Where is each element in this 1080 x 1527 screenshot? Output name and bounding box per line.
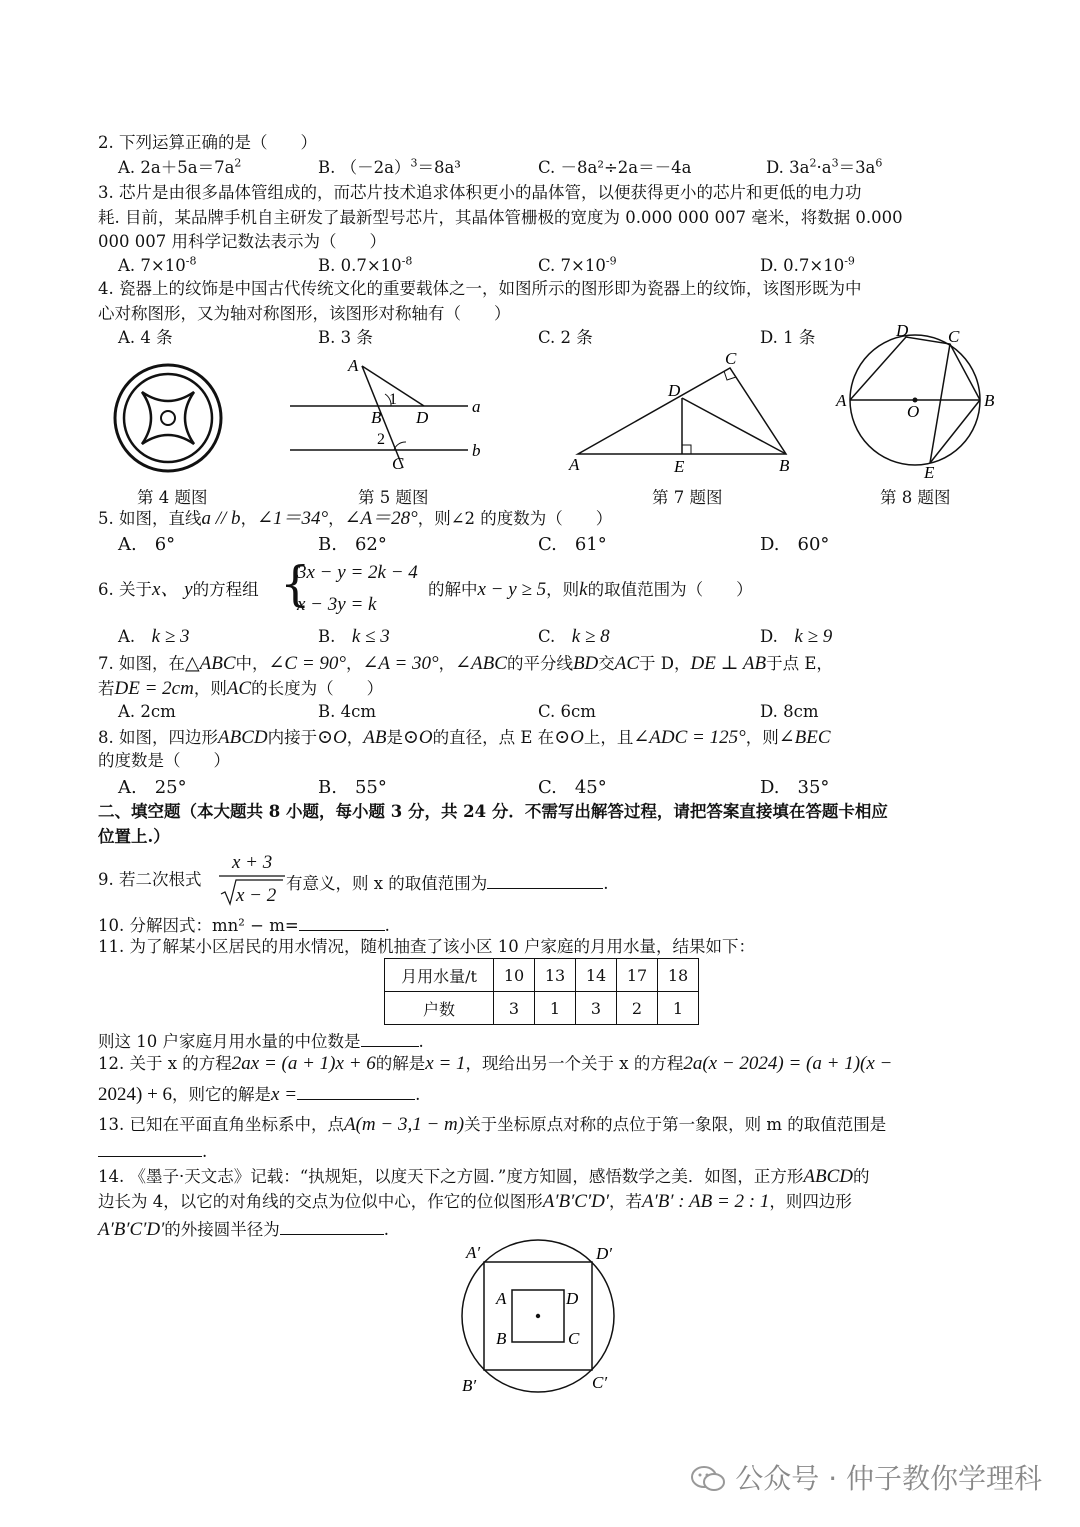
q6-eq2: x − 3y = k [297,594,377,615]
q2-option-d: D. $3a^2\cdot a^3=3a^6$ [766,156,883,177]
q2-option-a: A. $2a+5a=7a^2$ [118,156,242,177]
q14-answer-blank[interactable] [280,1218,384,1235]
fig14-label-d: D [566,1289,579,1308]
q8-line1: 8. 如图，四边形ABCD内接于⊙O，AB是⊙O的直径，点 E 在⊙O上，且∠ADC = 125°，则∠BEC [98,727,831,748]
fig5-line-a: a [472,397,481,416]
q6-eq1: 3x − y = 2k − 4 [297,562,418,583]
q6-option-d: D. k ≥ 9 [760,626,833,647]
figure-4-caption: 第 4 题图 [137,488,208,507]
fig8-label-b: B [984,391,995,410]
fig14-label-b: B [496,1329,507,1348]
section2-heading-line1: 二、填空题（本大题共 8 小题，每小题 3 分，共 24 分．不需写出解答过程，请把答案直接填在答题卡相应 [98,802,888,821]
q13-answer-blank[interactable] [98,1140,202,1157]
table-cell: 1 [658,992,699,1025]
table-cell: 10 [494,959,535,992]
fig8-label-o: O [907,402,920,421]
fig8-label-d: D [896,321,909,340]
watermark [691,1457,1042,1497]
table-cell: 3 [576,992,617,1025]
fig14-label-c1: C′ [592,1373,608,1392]
table-cell: 18 [658,959,699,992]
fig7-label-e: E [674,457,685,476]
q6-option-a: A. k ≥ 3 [118,626,190,647]
q11-after: 则这 10 户家庭月用水量的中位数是 . [98,1032,424,1051]
q8-option-c: C. 45° [538,777,607,798]
fig8-label-c: C [948,327,960,346]
q5-stem: 5. 如图，直线a // b，∠1＝34°，∠A＝28°，则∠2 的度数为（ ） [98,508,613,529]
q4-option-c: C. 2 条 [538,328,593,347]
figure-7-caption: 第 7 题图 [652,488,723,507]
fig14-label-d1: D′ [596,1244,612,1263]
q5-option-d: D. 60° [760,534,830,555]
q7-option-d: D. 8cm [760,702,819,721]
fig5-line-b: b [472,441,481,460]
q7-option-b: B. 4cm [318,702,376,721]
q3-line1: 3. 芯片是由很多晶体管组成的，而芯片技术追求体积更小的晶体管，以便获得更小的芯片和更低的电力功 [98,183,862,202]
q3-option-d: D. $0.7\times 10^{-9}$ [760,254,855,275]
q10-answer-blank[interactable] [299,914,385,931]
fig7-label-d: D [668,381,681,400]
q8-line2: 的度数是（ ） [98,751,230,770]
q14-line1: 14. 《墨子·天文志》记载：“执规矩，以度天下之方圆．”度方知圆，感悟数学之美．如图，正方形ABCD的 [98,1166,870,1187]
fig5-label-d: D [416,408,429,427]
q7-option-c: C. 6cm [538,702,596,721]
table-row [385,992,699,1025]
q7-option-a: A. 2cm [118,702,176,721]
figure-8-circle [834,322,1004,482]
figure-5-caption: 第 5 题图 [358,488,429,507]
q5-option-a: A. 6° [118,534,176,555]
q7-line1: 7. 如图，在△ABC中，∠C = 90°，∠A = 30°，∠ABC的平分线BD交AC于 D，DE ⊥ AB于点 E， [98,653,833,674]
fig5-label-c: C [392,454,404,473]
q8-option-d: D. 35° [760,777,830,798]
fig14-label-a: A [496,1289,507,1308]
q8-option-a: A. 25° [118,777,187,798]
q4-line2: 心对称图形，又为轴对称图形，该图形对称轴有（ ） [98,304,511,323]
table-cell: 14 [576,959,617,992]
fig14-label-b1: B′ [462,1376,477,1395]
q6-option-c: C. k ≥ 8 [538,626,610,647]
q3-option-b: B. $0.7\times 10^{-8}$ [318,254,413,275]
table-row [385,959,699,992]
watermark-text: 公众号 · 仲子教你学理科 [735,1462,1042,1495]
q4-option-b: B. 3 条 [318,328,373,347]
fig8-label-a: A [836,391,847,410]
q9-denominator: x − 2 [236,885,277,906]
q7-line2: 若DE = 2cm，则AC的长度为（ ） [98,678,384,699]
q3-option-a: A. $7\times 10^{-8}$ [118,254,197,275]
q9-answer-blank[interactable] [487,872,603,889]
table-cell: 3 [494,992,535,1025]
figure-4-ornament [112,362,224,474]
q2-option-b: B. $(-2a)^3=8a^3$ [318,156,461,177]
q11-stem: 11. 为了解某小区居民的用水情况，随机抽查了该小区 10 户家庭的月用水量，结果如下： [98,937,755,956]
q12-line1: 12. 关于 x 的方程2ax = (a + 1)x + 6的解是x = 1，现给出另一个关于 x 的方程2a(x − 2024) = (a + 1)(x − [98,1053,893,1074]
q6-option-b: B. k ≤ 3 [318,626,390,647]
fig5-angle-1: 1 [389,391,397,408]
q5-option-c: C. 61° [538,534,607,555]
fig14-label-a1: A′ [466,1243,481,1262]
q12-answer-blank[interactable] [297,1083,415,1100]
fig7-label-c: C [725,349,737,368]
table-header-households: 户数 [385,992,494,1025]
q9-post: 有意义，则 x 的取值范围为 . [286,874,609,893]
table-cell: 17 [617,959,658,992]
q4-option-d: D. 1 条 [760,328,816,347]
table-cell: 13 [535,959,576,992]
q6-pre: 6. 关于x、 y的方程组 [98,579,259,600]
q9-pre: 9. 若二次根式 [98,870,202,889]
figure-14-squares-circle [456,1238,626,1398]
q12-line2: 2024) + 6，则它的解是x = . [98,1084,421,1105]
fig5-label-b: B [371,408,382,427]
q6-brace: { [280,556,311,612]
q14-line3: A′B′C′D′的外接圆半径为 . [98,1219,389,1240]
fig14-label-c: C [568,1329,580,1348]
q4-option-a: A. 4 条 [118,328,173,347]
figure-5-parallel-lines [288,356,488,474]
q4-line1: 4. 瓷器上的纹饰是中国古代传统文化的重要载体之一，如图所示的图形即为瓷器上的纹饰，该图形既为中 [98,279,862,298]
table-header-usage: 月用水量/t [385,959,494,992]
table-cell: 1 [535,992,576,1025]
q2-option-c: C. －8a²÷2a＝－4a [538,158,692,177]
q6-post: 的解中x − y ≥ 5，则k的取值范围为（ ） [428,579,753,600]
fig5-angle-2: 2 [377,431,385,448]
fig7-label-b: B [779,456,790,475]
q13-line2: . [98,1140,207,1161]
q9-numerator: x + 3 [232,852,273,873]
fig5-label-a: A [348,356,359,375]
q5-option-b: B. 62° [318,534,387,555]
q11-answer-blank[interactable] [361,1030,419,1047]
figure-8-caption: 第 8 题图 [880,488,951,507]
wechat-icon [691,1466,725,1492]
q10: 10. 分解因式：mn² − m= . [98,916,390,935]
q3-option-c: C. $7\times 10^{-9}$ [538,254,617,275]
figure-7-triangle [566,350,806,480]
fig7-label-a: A [569,455,580,474]
q2-stem: 2. 下列运算正确的是（ ） [98,133,317,152]
q3-line2: 耗. 目前，某品牌手机自主研发了最新型号芯片，其晶体管栅极的宽度为 0.000 000 007 毫米，将数据 0.000 [98,208,903,227]
q13-line1: 13. 已知在平面直角坐标系中，点A(m − 3,1 − m)关于坐标原点对称的点位于第一象限，则 m 的取值范围是 [98,1114,887,1135]
q11-water-table [384,958,699,1025]
table-cell: 2 [617,992,658,1025]
fig8-label-e: E [924,463,935,482]
q14-line2: 边长为 4，以它的对角线的交点为位似中心，作它的位似图形A′B′C′D′，若A′B′ : AB = 2 : 1，则四边形 [98,1191,852,1212]
section2-heading-line2: 位置上.） [98,827,170,846]
q3-line3: 000 007 用科学记数法表示为（ ） [98,232,386,251]
q8-option-b: B. 55° [318,777,387,798]
